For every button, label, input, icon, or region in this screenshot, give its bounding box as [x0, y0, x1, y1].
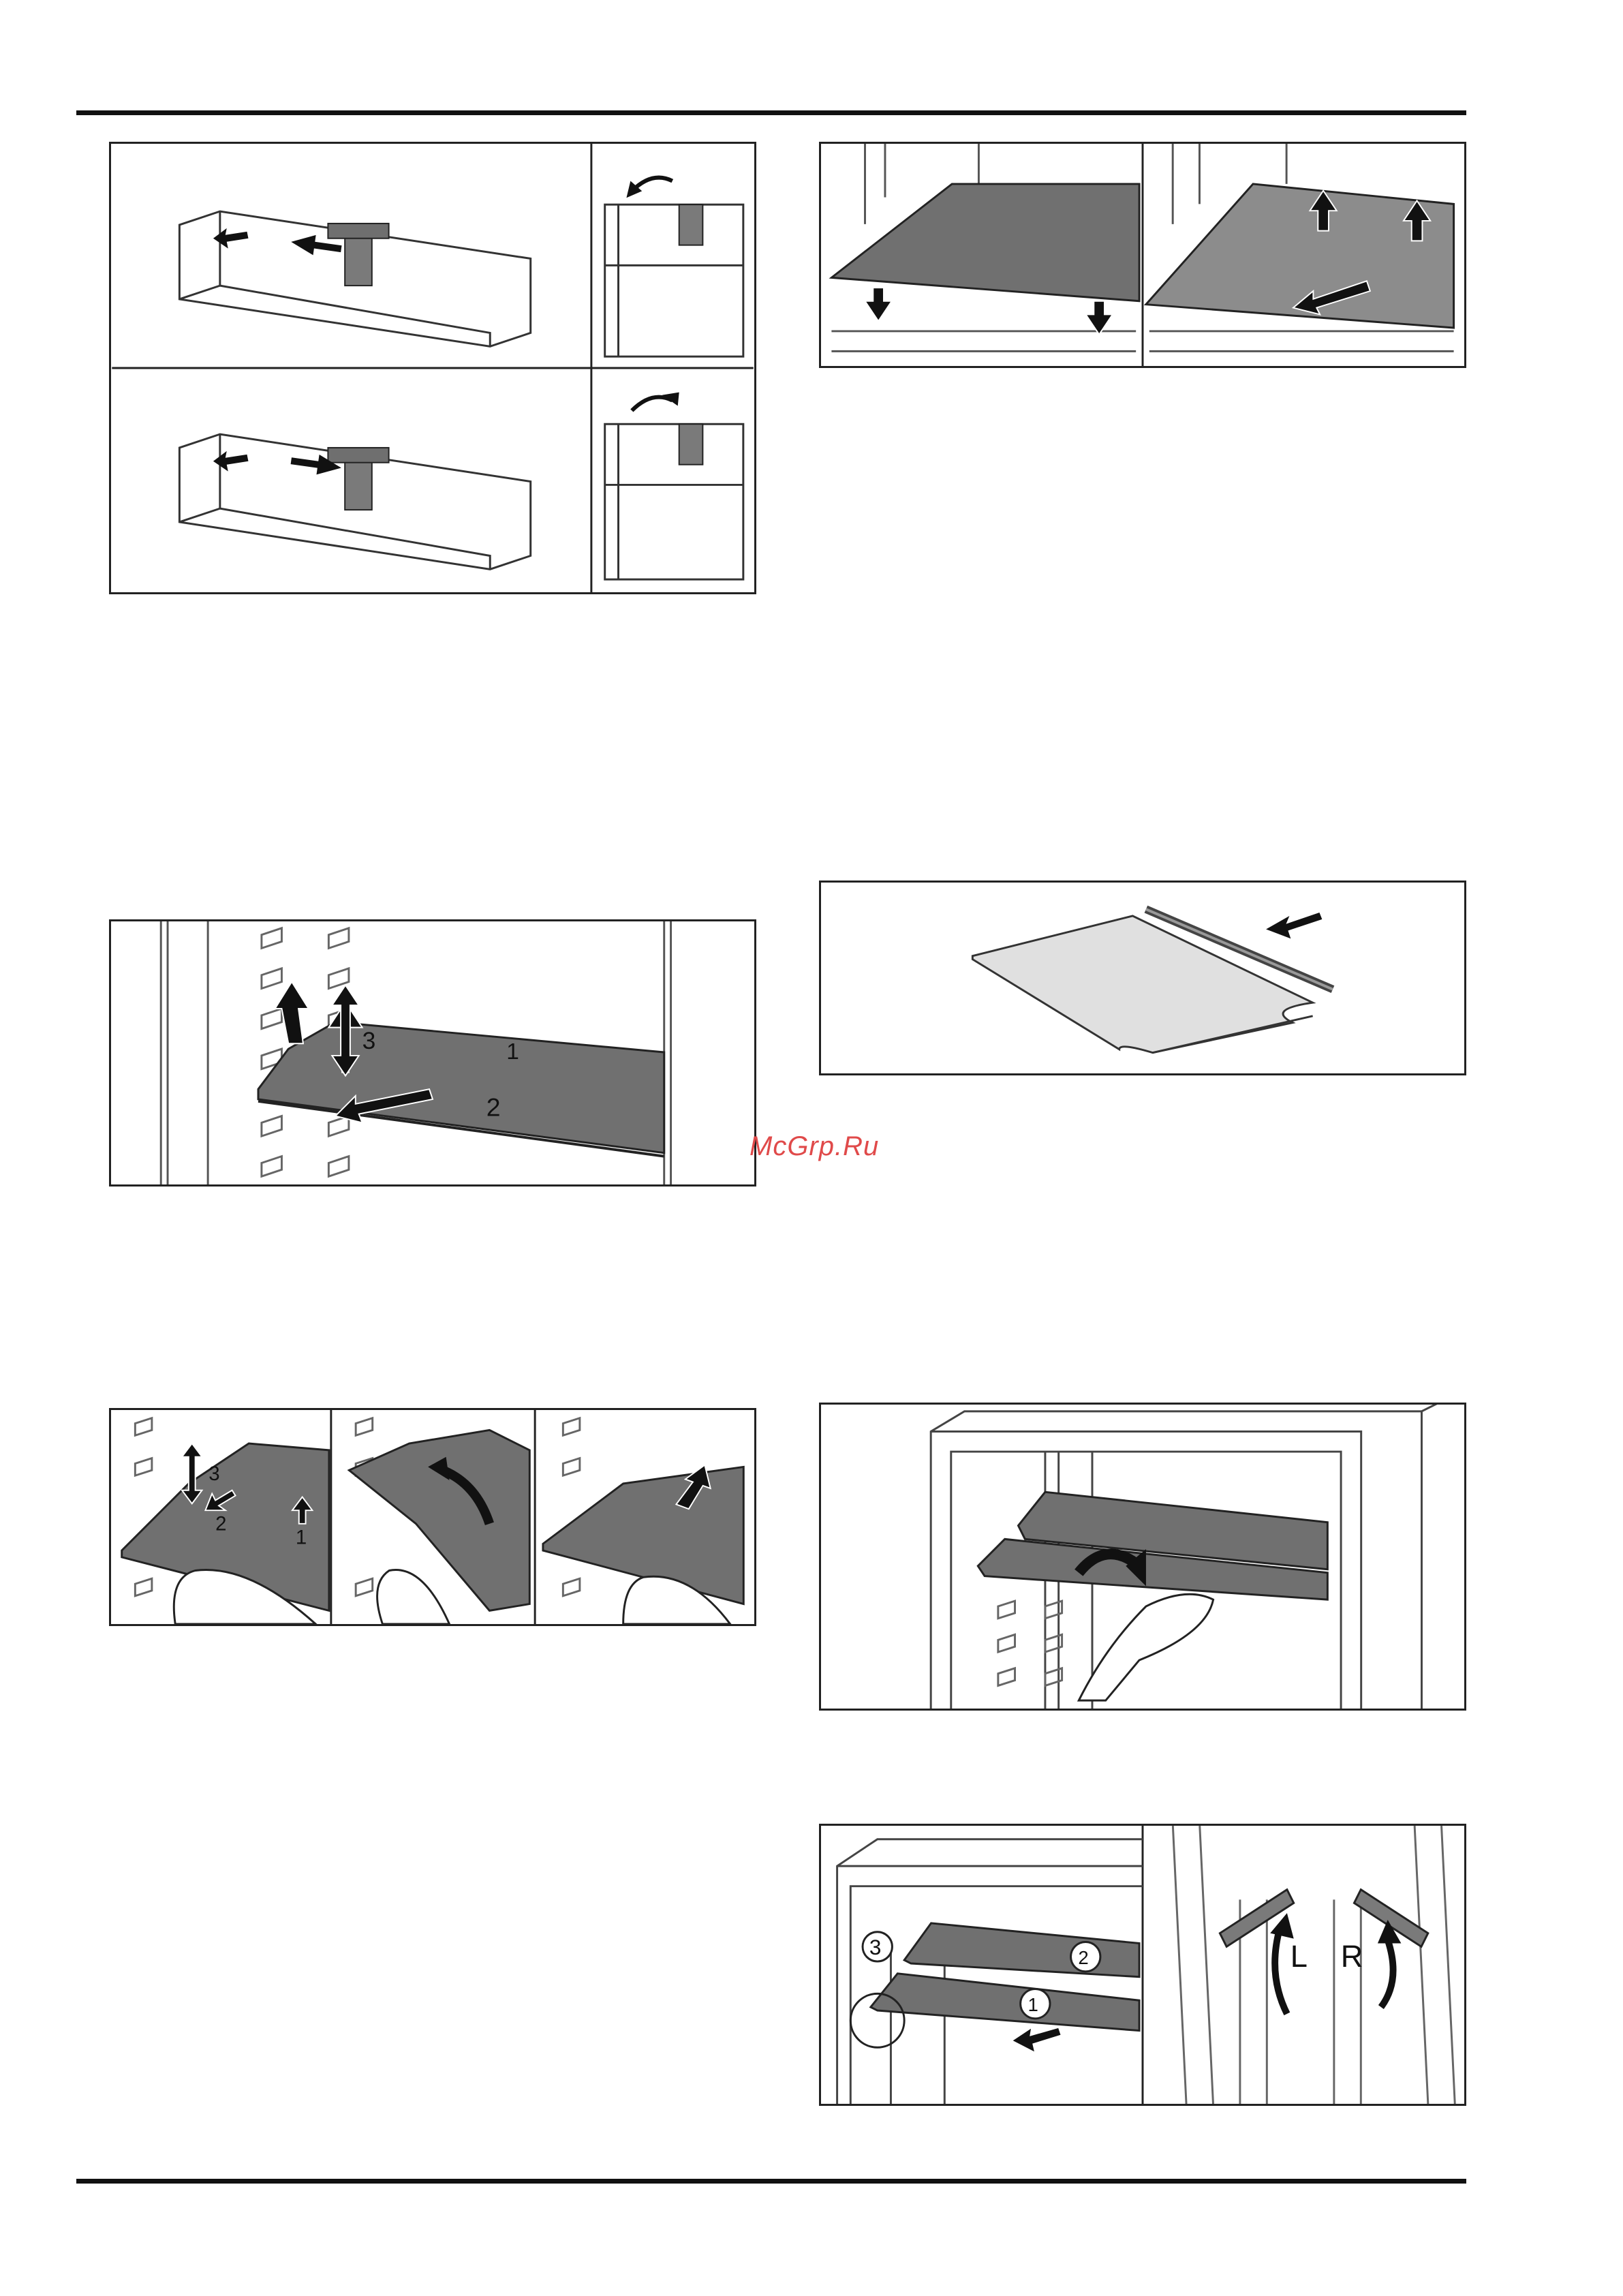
shelf-slide-label-1: 1 [506, 1039, 519, 1065]
divider-label-right: R [1340, 1938, 1363, 1974]
bottom-rule [76, 2179, 1466, 2184]
top-rule [76, 110, 1466, 115]
hands-label-1: 1 [295, 1526, 307, 1549]
divider-label-1: 1 [1027, 1994, 1038, 2015]
hands-label-3: 3 [208, 1463, 220, 1486]
figure-shelf-slide [109, 919, 756, 1187]
shelf-strip-illustration [821, 883, 1464, 1073]
figure-door-bin [109, 142, 756, 594]
shelf-slide-label-3: 3 [362, 1027, 376, 1055]
figure-partition-shelves [819, 1403, 1466, 1711]
figure-hands-sequence [109, 1408, 756, 1626]
hands-label-2: 2 [215, 1512, 227, 1535]
door-bin-illustration [111, 144, 754, 592]
figure-divider-shelves [819, 1824, 1466, 2106]
shelf-slide-label-2: 2 [486, 1092, 501, 1122]
figure-glass-shelf-removal [819, 142, 1466, 368]
divider-label-left: L [1290, 1938, 1308, 1974]
shelf-slide-illustration [111, 921, 754, 1184]
hands-sequence-illustration [111, 1410, 754, 1624]
glass-shelf-illustration [821, 144, 1464, 366]
divider-label-2: 2 [1078, 1947, 1089, 1969]
watermark: McGrp.Ru [749, 1131, 880, 1161]
figure-shelf-edge-strip [819, 881, 1466, 1075]
divider-label-3: 3 [869, 1935, 882, 1960]
divider-shelves-illustration [821, 1826, 1464, 2104]
partition-shelves-illustration [821, 1405, 1464, 1709]
